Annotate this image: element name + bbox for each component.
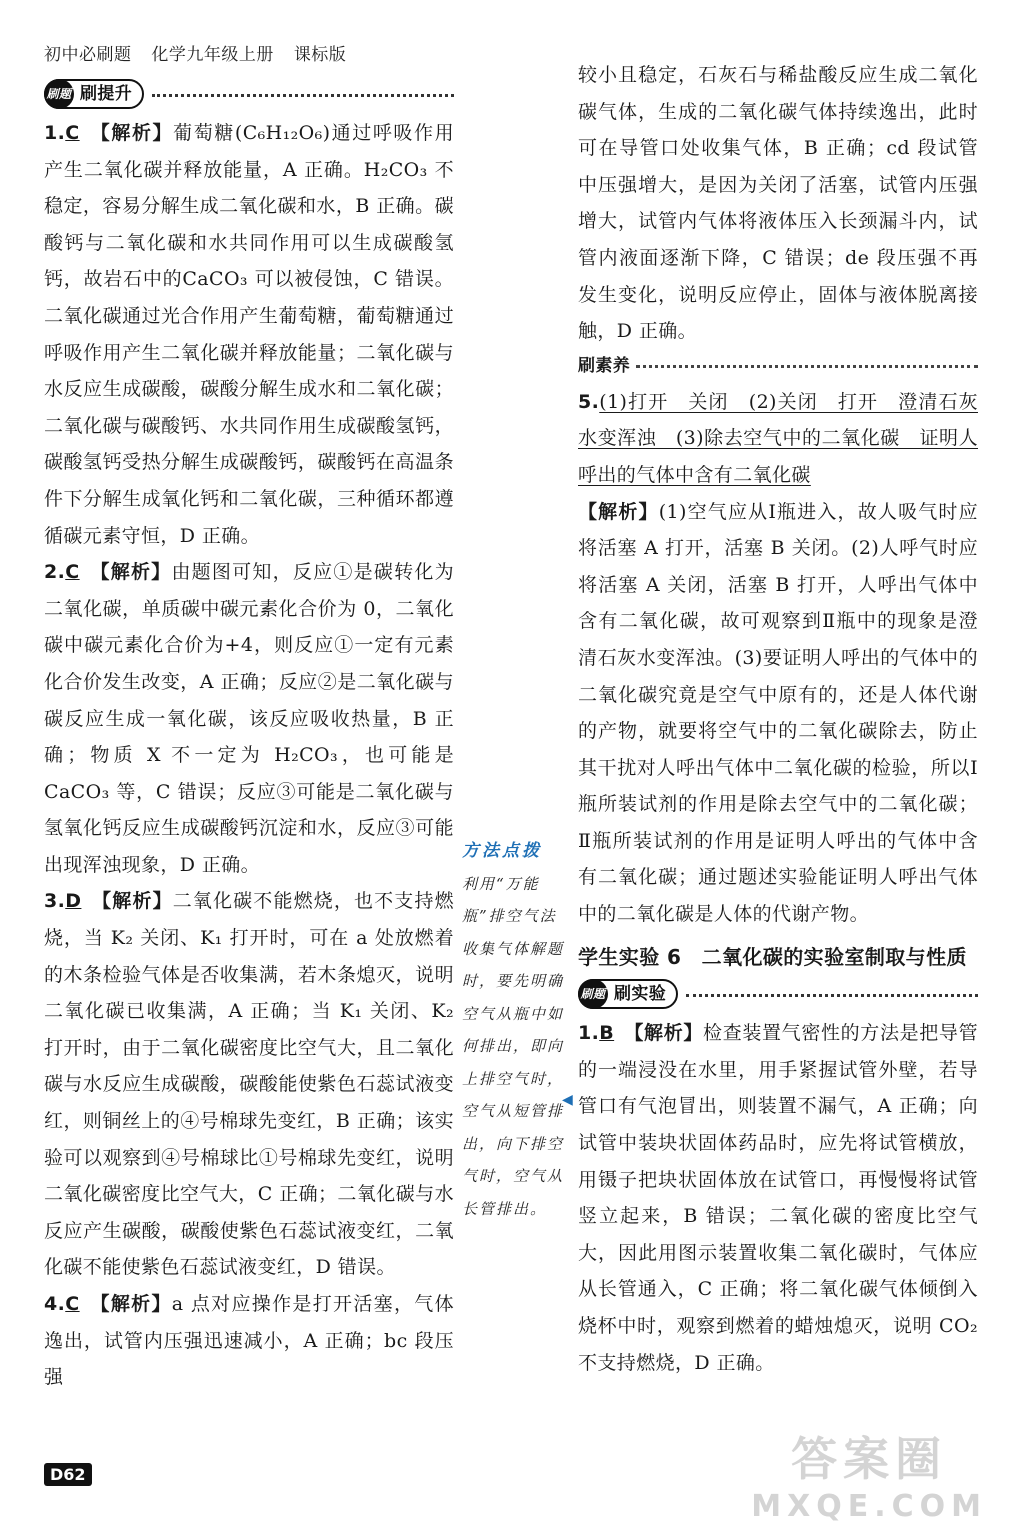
- brush-icon: 刷题: [44, 79, 74, 109]
- answer-letter: C: [65, 561, 80, 584]
- section-title: 学生实验 6 二氧化碳的实验室制取与性质: [578, 944, 967, 969]
- upgrade-badge: [44, 77, 454, 111]
- dotted-divider: [152, 94, 454, 97]
- series-name: 初中必刷题: [44, 45, 132, 65]
- question-2: 2.C 【解析】由题图可知，反应①是碳转化为二氧化碳，单质碳中碳元素化合价为 0，二氧化碳中碳元素化合价为+4，则反应①一定有元素化合价发生改变，A 正确；反应②是二氧化碳与碳反应生成一氧化碳，该反应吸收热量，B 正确；物质 X 不一定为 H₂CO₃，也可能是 CaCO₃ 等，C 错误；反应③可能是二氧化碳与氢氧化钙反应生成碳酸钙沉淀和水，反应③可能出现浑浊现象，D 正确。: [44, 561, 454, 876]
- dotted-divider: [636, 365, 978, 368]
- right-column: [578, 57, 978, 1381]
- left-column: [44, 75, 454, 1396]
- question-5: 5.(1)打开 关闭 (2)关闭 打开 澄清石灰水变浑浊 (3)除去空气中的二氧化碳 证明人呼出的气体中含有二氧化碳: [578, 390, 978, 486]
- question-5-explanation: 【解析】(1)空气应从Ⅰ瓶进入，故人吸气时应将活塞 A 打开，活塞 B 关闭。(2)人呼气时应将活塞 A 关闭，活塞 B 打开，人呼出气体中含有二氧化碳，故可观察到Ⅱ瓶中的现象是澄清石灰水变浑浊。(3)要证明人呼出的气体中的二氧化碳究竟是空气中原有的，还是人体代谢的产物，就要将空气中的二氧化碳除去，防止其干扰对人呼出气体中二氧化碳的检验，所以Ⅰ瓶所装试剂的作用是除去空气中的二氧化碳；Ⅱ瓶所装试剂的作用是证明人呼出的气体中含有二氧化碳；通过题述实验能证明人呼出气体中的二氧化碳是人体的代谢产物。: [578, 500, 978, 926]
- method-tip-sidebar: [462, 835, 572, 1225]
- answer-letter: D: [65, 890, 82, 913]
- brush-icon: 刷题: [578, 979, 608, 1009]
- edition-name: 课标版: [293, 45, 347, 65]
- method-tip-text: 利用“万能瓶”排空气法收集气体解题时，要先明确空气从瓶中如何排出，即向上排空气时，空气从短管排出，向下排空气时，空气从长管排出。: [462, 874, 565, 1218]
- literacy-badge-label: 刷素养: [578, 356, 631, 377]
- dotted-divider: [686, 994, 978, 997]
- question-4: 4.C 【解析】a 点对应操作是打开活塞，气体逸出，试管内压强迅速减小，A 正确；bc 段压强: [44, 1293, 454, 1389]
- question-4-continued: 较小且稳定，石灰石与稀盐酸反应生成二氧化碳气体，生成的二氧化碳气体持续逸出，此时可在导管口处收集气体，B 正确；cd 段试管中压强增大，是因为关闭了活塞，试管内压强增大，试管内气体将液体压入长颈漏斗内，试管内液面逐渐下降，C 错误；de 段压强不再发生变化，说明反应停止，固体与液体脱离接触，D 正确。: [578, 64, 978, 343]
- experiment-badge-label: 刷实验: [614, 983, 667, 1004]
- explanation-text: 检查装置气密性的方法是把导管的一端浸没在水里，用手紧握试管外壁，若导管口有气泡冒出，则装置不漏气，A 正确；向试管中装块状固体药品时，应先将试管横放，用镊子把块状固体放在试管口，再慢慢将试管竖立起来，B 错误；二氧化碳的密度比空气大，因此用图示装置收集二氧化碳时，气体应从长管通入，C 正确；将二氧化碳气体倾倒入烧杯中时，观察到燃着的蜡烛熄灭，说明 CO₂ 不支持燃烧，D 正确。: [578, 1022, 978, 1374]
- method-tip-title: 方法点拨: [462, 841, 542, 861]
- literacy-badge: [578, 350, 978, 384]
- page-number: D62: [44, 1463, 92, 1486]
- answer-letter: B: [599, 1022, 615, 1045]
- explanation-text: 二氧化碳不能燃烧，也不支持燃烧，当 K₂ 关闭、K₁ 打开时，可在 a 处放燃着的木条检验气体是否收集满，若木条熄灭，说明二氧化碳已收集满，A 正确；当 K₁ 关闭、K₂ 打开时，由于二氧化碳密度比空气大，且二氧化碳与水反应生成碳酸，碳酸能使紫色石蕊试液变红，则铜丝上的④号棉球先变红，B 正确；该实验可以观察到④号棉球比①号棉球先变红，说明二氧化碳密度比空气大，C 正确；二氧化碳与水反应产生碳酸，碳酸使紫色石蕊试液变红，二氧化碳不能使紫色石蕊试液变红，D 错误。: [44, 890, 454, 1279]
- answer-text: (1)打开 关闭 (2)关闭 打开 澄清石灰水变浑浊 (3)除去空气中的二氧化碳 证明人呼出的气体中含有二氧化碳: [578, 390, 978, 486]
- experiment-question-1: 1.B 【解析】检查装置气密性的方法是把导管的一端浸没在水里，用手紧握试管外壁，若导管口有气泡冒出，则装置不漏气，A 正确；向试管中装块状固体药品时，应先将试管横放，用镊子把块状固体放在试管口，再慢慢将试管竖立起来，B 错误；二氧化碳的密度比空气大，因此用图示装置收集二氧化碳时，气体应从长管通入，C 正确；将二氧化碳气体倾倒入烧杯中时，观察到燃着的蜡烛熄灭，说明 CO₂ 不支持燃烧，D 正确。: [578, 1022, 978, 1374]
- explanation-text: 由题图可知，反应①是碳转化为二氧化碳，单质碳中碳元素化合价为 0，二氧化碳中碳元素化合价为+4，则反应①一定有元素化合价发生改变，A 正确；反应②是二氧化碳与碳反应生成一氧化碳，该反应吸收热量，B 正确；物质 X 不一定为 H₂CO₃，也可能是 CaCO₃ 等，C 错误；反应③可能是二氧化碳与氢氧化钙反应生成碳酸钙沉淀和水，反应③可能出现浑浊现象，D 正确。: [44, 561, 454, 876]
- upgrade-badge-label: 刷提升: [80, 83, 133, 104]
- experiment-badge: [578, 977, 978, 1011]
- explanation-text: 葡萄糖(C₆H₁₂O₆)通过呼吸作用产生二氧化碳并释放能量，A 正确。H₂CO₃ 不稳定，容易分解生成二氧化碳和水，B 正确。碳酸钙与二氧化碳和水共同作用可以生成碳酸氢钙，故岩石中的CaCO₃ 可以被侵蚀，C 错误。二氧化碳通过光合作用产生葡萄糖，葡萄糖通过呼吸作用产生二氧化碳并释放能量；二氧化碳与水反应生成碳酸，碳酸分解生成水和二氧化碳；二氧化碳与碳酸钙、水共同作用生成碳酸氢钙，碳酸氢钙受热分解生成碳酸钙，碳酸钙在高温条件下分解生成氧化钙和二氧化碳，三种循环都遵循碳元素守恒，D 正确。: [44, 122, 454, 547]
- running-header: [44, 40, 360, 65]
- watermark: 答案圈 MXQE.COM: [751, 1432, 987, 1524]
- question-1: 1.C 【解析】葡萄糖(C₆H₁₂O₆)通过呼吸作用产生二氧化碳并释放能量，A 正确。H₂CO₃ 不稳定，容易分解生成二氧化碳和水，B 正确。碳酸钙与二氧化碳和水共同作用可以生成碳酸氢钙，故岩石中的CaCO₃ 可以被侵蚀，C 错误。二氧化碳通过光合作用产生葡萄糖，葡萄糖通过呼吸作用产生二氧化碳并释放能量；二氧化碳与水反应生成碳酸，碳酸分解生成水和二氧化碳；二氧化碳与碳酸钙、水共同作用生成碳酸氢钙，碳酸氢钙受热分解生成碳酸钙，碳酸钙在高温条件下分解生成氧化钙和二氧化碳，三种循环都遵循碳元素守恒，D 正确。: [44, 122, 454, 547]
- explanation-text: a 点对应操作是打开活塞，气体逸出，试管内压强迅速减小，A 正确；bc 段压强: [44, 1293, 454, 1389]
- question-3: 3.D 【解析】二氧化碳不能燃烧，也不支持燃烧，当 K₂ 关闭、K₁ 打开时，可在 a 处放燃着的木条检验气体是否收集满，若木条熄灭，说明二氧化碳已收集满，A 正确；当 K₁ 关闭、K₂ 打开时，由于二氧化碳密度比空气大，且二氧化碳与水反应生成碳酸，碳酸能使紫色石蕊试液变红，则铜丝上的④号棉球先变红，B 正确；该实验可以观察到④号棉球比①号棉球先变红，说明二氧化碳密度比空气大，C 正确；二氧化碳与水反应产生碳酸，碳酸使紫色石蕊试液变红，二氧化碳不能使紫色石蕊试液变红，D 错误。: [44, 890, 454, 1279]
- answer-letter: C: [65, 122, 80, 144]
- subject-name: 化学九年级上册: [151, 45, 274, 65]
- answer-letter: C: [65, 1293, 80, 1315]
- pointer-arrow-icon: ◀: [562, 1092, 573, 1108]
- explanation-text: (1)空气应从Ⅰ瓶进入，故人吸气时应将活塞 A 打开，活塞 B 关闭。(2)人呼气时应将活塞 A 关闭，活塞 B 打开，人呼出气体中含有二氧化碳，故可观察到Ⅱ瓶中的现象是澄清石灰水变浑浊。(3)要证明人呼出的气体中的二氧化碳究竟是空气中原有的，还是人体代谢的产物，就要将空气中的二氧化碳除去，防止其干扰对人呼出气体中二氧化碳的检验，所以Ⅰ瓶所装试剂的作用是除去空气中的二氧化碳；Ⅱ瓶所装试剂的作用是证明人呼出的气体中含有二氧化碳；通过题述实验能证明人呼出气体中的二氧化碳是人体的代谢产物。: [578, 500, 978, 926]
